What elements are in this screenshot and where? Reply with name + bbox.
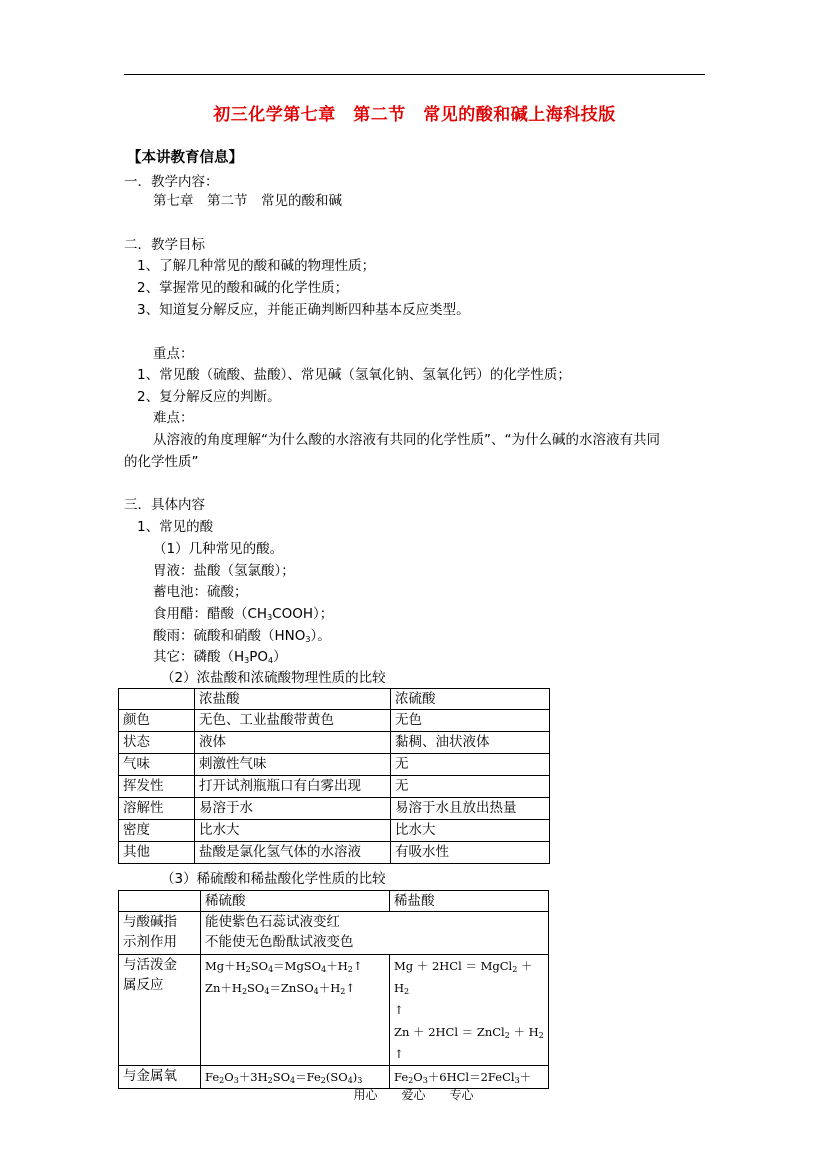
table-header-row bbox=[119, 891, 549, 912]
stomach-acid-line: 胃液：盐酸（氢氯酸）； bbox=[153, 563, 295, 579]
difficulties-label: 难点： bbox=[153, 410, 194, 426]
physical-properties-table bbox=[118, 688, 550, 864]
table-row bbox=[119, 842, 550, 864]
table-cell: 打开试剂瓶瓶口有白雾出现 bbox=[195, 776, 391, 798]
table-cell: 密度 bbox=[119, 820, 195, 842]
table-cell: 无色、工业盐酸带黄色 bbox=[195, 710, 391, 732]
goal-item: 1、了解几种常见的酸和碱的物理性质； bbox=[137, 258, 376, 274]
table-cell bbox=[119, 891, 201, 912]
table-row bbox=[119, 912, 549, 955]
table-cell: 易溶于水 bbox=[195, 798, 391, 820]
table-cell: 其他 bbox=[119, 842, 195, 864]
table-cell: 状态 bbox=[119, 732, 195, 754]
table-row bbox=[119, 754, 550, 776]
table-cell: 易溶于水且放出热量 bbox=[391, 798, 550, 820]
document-title: 初三化学第七章 第二节 常见的酸和碱上海科技版 bbox=[213, 105, 616, 125]
acid-rain-line: 酸雨：硫酸和硝酸$(HNO_3)$。 bbox=[153, 628, 331, 644]
table-cell: 黏稠、油状液体 bbox=[391, 732, 550, 754]
table-header-row bbox=[119, 689, 550, 710]
table-cell: 与活泼金 属反应 bbox=[119, 955, 201, 1066]
table-cell: 比水大 bbox=[391, 820, 550, 842]
chapter-line: 第七章 第二节 常见的酸和碱 bbox=[153, 193, 342, 209]
table-cell: 有吸水性 bbox=[391, 842, 550, 864]
table-cell: 挥发性 bbox=[119, 776, 195, 798]
header-rule bbox=[124, 74, 705, 75]
page-footer: 用心 爱心 专心 bbox=[353, 1088, 474, 1102]
chemical-properties-table bbox=[118, 890, 549, 1089]
section-teaching-content: 一．教学内容： bbox=[124, 174, 219, 190]
table-cell: 刺激性气味 bbox=[195, 754, 391, 776]
table-cell: 浓盐酸 bbox=[195, 689, 391, 710]
key-points-label: 重点： bbox=[153, 346, 194, 362]
table-cell bbox=[119, 689, 195, 710]
acids-subheading: （1）几种常见的酸。 bbox=[153, 541, 284, 557]
table-cell: 无 bbox=[391, 776, 550, 798]
battery-line: 蓄电池：硫酸； bbox=[153, 584, 248, 600]
section-header: 【本讲教育信息】 bbox=[127, 150, 243, 166]
table-cell: 无 bbox=[391, 754, 550, 776]
table-cell: 盐酸是氯化氢气体的水溶液 bbox=[195, 842, 391, 864]
difficulty-text: 从溶液的角度理解“为什么酸的水溶液有共同的化学性质”、“为什么碱的水溶液有共同 bbox=[153, 432, 660, 448]
section-specific-content: 三．具体内容 bbox=[124, 497, 205, 513]
key-point-item: 2、复分解反应的判断。 bbox=[137, 389, 281, 405]
goal-item: 2、掌握常见的酸和碱的化学性质； bbox=[137, 280, 349, 296]
table-cell: 与酸碱指 示剂作用 bbox=[119, 912, 201, 955]
formula-cell: $Mg+H_2SO_4=MgSO_4+H_2↑$ $Zn+H_2SO_4=ZnSO_4+H_2↑$ bbox=[201, 955, 390, 1066]
table-cell: 颜色 bbox=[119, 710, 195, 732]
table-cell: 与金属氧 bbox=[119, 1066, 201, 1089]
table2-caption: （3）稀硫酸和稀盐酸化学性质的比较 bbox=[161, 871, 386, 887]
table-row bbox=[119, 955, 549, 1066]
table-cell: 浓硫酸 bbox=[391, 689, 550, 710]
table-cell: 气味 bbox=[119, 754, 195, 776]
formula-cell: $Fe_2O_3+6HCl=2FeCl_3+$ bbox=[390, 1066, 549, 1089]
table-row bbox=[119, 820, 550, 842]
formula-cell: $Fe_2O_3+3H_2SO_4=Fe_2(SO_4)_3$ bbox=[201, 1066, 390, 1089]
table-row bbox=[119, 776, 550, 798]
table-row bbox=[119, 710, 550, 732]
formula-cell: Mg ＋ 2HCl ＝ MgCl$_2$ ＋ $H_2$ ↑ Zn ＋ 2HCl ＝ ZnCl$_2$ ＋ $H_2$ ↑ bbox=[390, 955, 549, 1066]
table-cell: 比水大 bbox=[195, 820, 391, 842]
section-teaching-goals: 二．教学目标 bbox=[124, 237, 205, 253]
table-row bbox=[119, 732, 550, 754]
table-cell: 稀硫酸 bbox=[201, 891, 390, 912]
vinegar-line: 食用醋：醋酸$(CH_3COOH)$； bbox=[153, 606, 334, 622]
difficulty-text-continued: 的化学性质” bbox=[124, 454, 199, 470]
table-cell: 液体 bbox=[195, 732, 391, 754]
common-acids-heading: 1、常见的酸 bbox=[137, 519, 214, 535]
goal-item: 3、知道复分解反应，并能正确判断四种基本反应类型。 bbox=[137, 302, 470, 318]
other-acid-line: 其它：磷酸$(H_3PO_4)$ bbox=[153, 649, 287, 665]
table-cell: 稀盐酸 bbox=[390, 891, 549, 912]
table-cell: 溶解性 bbox=[119, 798, 195, 820]
key-point-item: 1、常见酸（硫酸、盐酸）、常见碱（氢氧化钠、氢氧化钙）的化学性质； bbox=[137, 367, 571, 383]
table-cell: 能使紫色石蕊试液变红 不能使无色酚酞试液变色 bbox=[201, 912, 549, 955]
table-row bbox=[119, 798, 550, 820]
table-cell: 无色 bbox=[391, 710, 550, 732]
table1-caption: （2）浓盐酸和浓硫酸物理性质的比较 bbox=[161, 670, 386, 686]
